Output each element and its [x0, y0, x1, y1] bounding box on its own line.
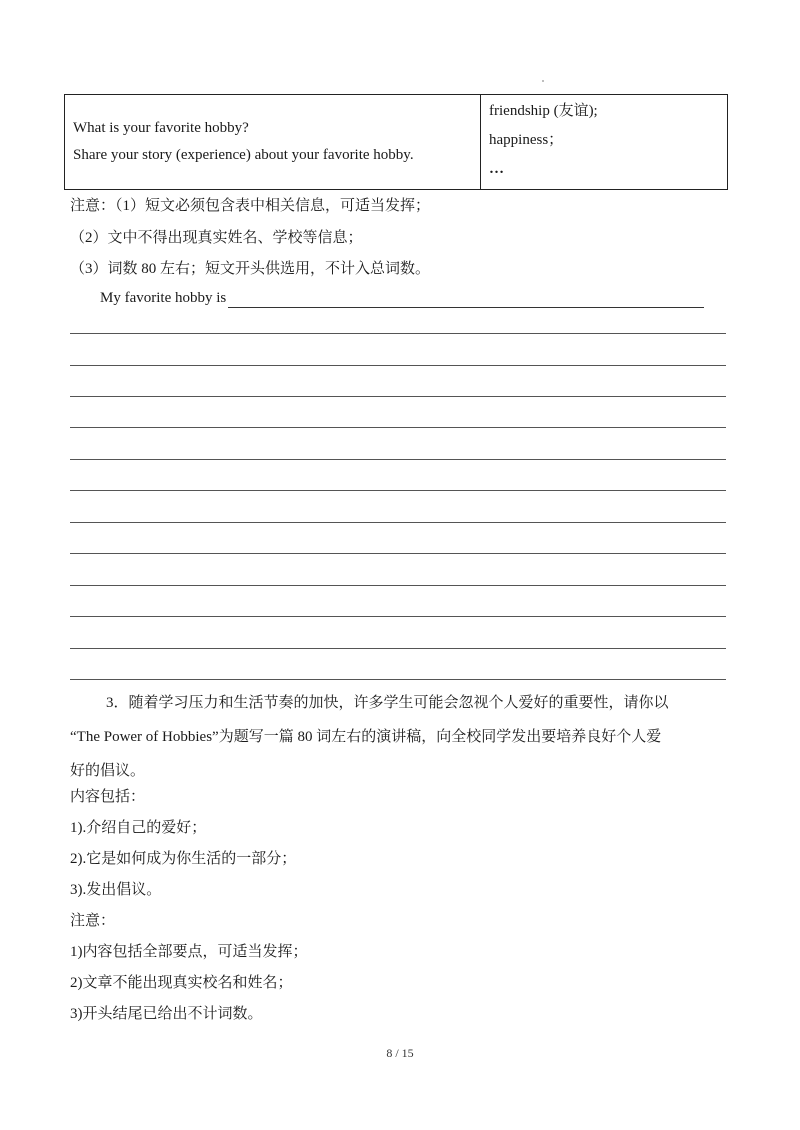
content-item-3: 3).发出倡议。	[70, 882, 162, 898]
writing-line[interactable]	[70, 365, 726, 366]
task3-line-2: “The Power of Hobbies”为题写一篇 80 词左右的演讲稿，向全校同学发出要培养良好个人爱	[70, 729, 662, 745]
content-item-2: 2).它是如何成为你生活的一部分；	[70, 851, 297, 867]
scan-dot	[542, 80, 544, 82]
writing-line[interactable]	[70, 427, 726, 428]
writing-line[interactable]	[70, 585, 726, 586]
writing-line[interactable]	[70, 553, 726, 554]
notice-item-1: 1)内容包括全部要点，可适当发挥；	[70, 944, 308, 960]
keyword-line-1: friendship (友谊);	[489, 103, 598, 119]
writing-line[interactable]	[70, 616, 726, 617]
prompt-cell-keywords	[481, 95, 727, 189]
question-line-1: What is your favorite hobby?	[73, 120, 249, 136]
essay-starter-text: My favorite hobby is	[100, 290, 227, 306]
writing-line[interactable]	[70, 459, 726, 460]
prompt-table	[64, 94, 728, 190]
note-line-1: 注意：（1）短文必须包含表中相关信息，可适当发挥；	[70, 198, 431, 214]
task3-line-1: 3．随着学习压力和生活节奏的加快，许多学生可能会忽视个人爱好的重要性，请你以	[106, 695, 669, 711]
page-number: 8 / 15	[386, 1046, 414, 1060]
keyword-line-2: happiness；	[489, 132, 564, 148]
task3-line-3: 好的倡议。	[70, 763, 146, 779]
writing-line[interactable]	[70, 490, 726, 491]
writing-line[interactable]	[70, 396, 726, 397]
content-heading: 内容包括：	[70, 789, 146, 805]
notice-heading: 注意：	[70, 913, 116, 929]
task3-number: 3．	[106, 695, 129, 711]
writing-line[interactable]	[70, 648, 726, 649]
note-line-2: （2）文中不得出现真实姓名、学校等信息；	[70, 230, 363, 246]
starter-blank-line[interactable]	[228, 291, 704, 308]
task3-paragraph	[70, 686, 730, 788]
keyword-ellipsis: …	[489, 161, 505, 177]
prompt-cell-questions	[65, 95, 481, 189]
essay-starter	[100, 288, 704, 308]
writing-line[interactable]	[70, 679, 726, 680]
writing-line[interactable]	[70, 333, 726, 334]
writing-line[interactable]	[70, 522, 726, 523]
question-line-2: Share your story (experience) about your favorite hobby.	[73, 147, 414, 163]
note-line-3: （3）词数 80 左右；短文开头供选用，不计入总词数。	[70, 261, 431, 277]
notice-item-2: 2)文章不能出现真实校名和姓名；	[70, 975, 293, 991]
notice-item-3: 3)开头结尾已给出不计词数。	[70, 1006, 263, 1022]
content-item-1: 1).介绍自己的爱好；	[70, 820, 207, 836]
